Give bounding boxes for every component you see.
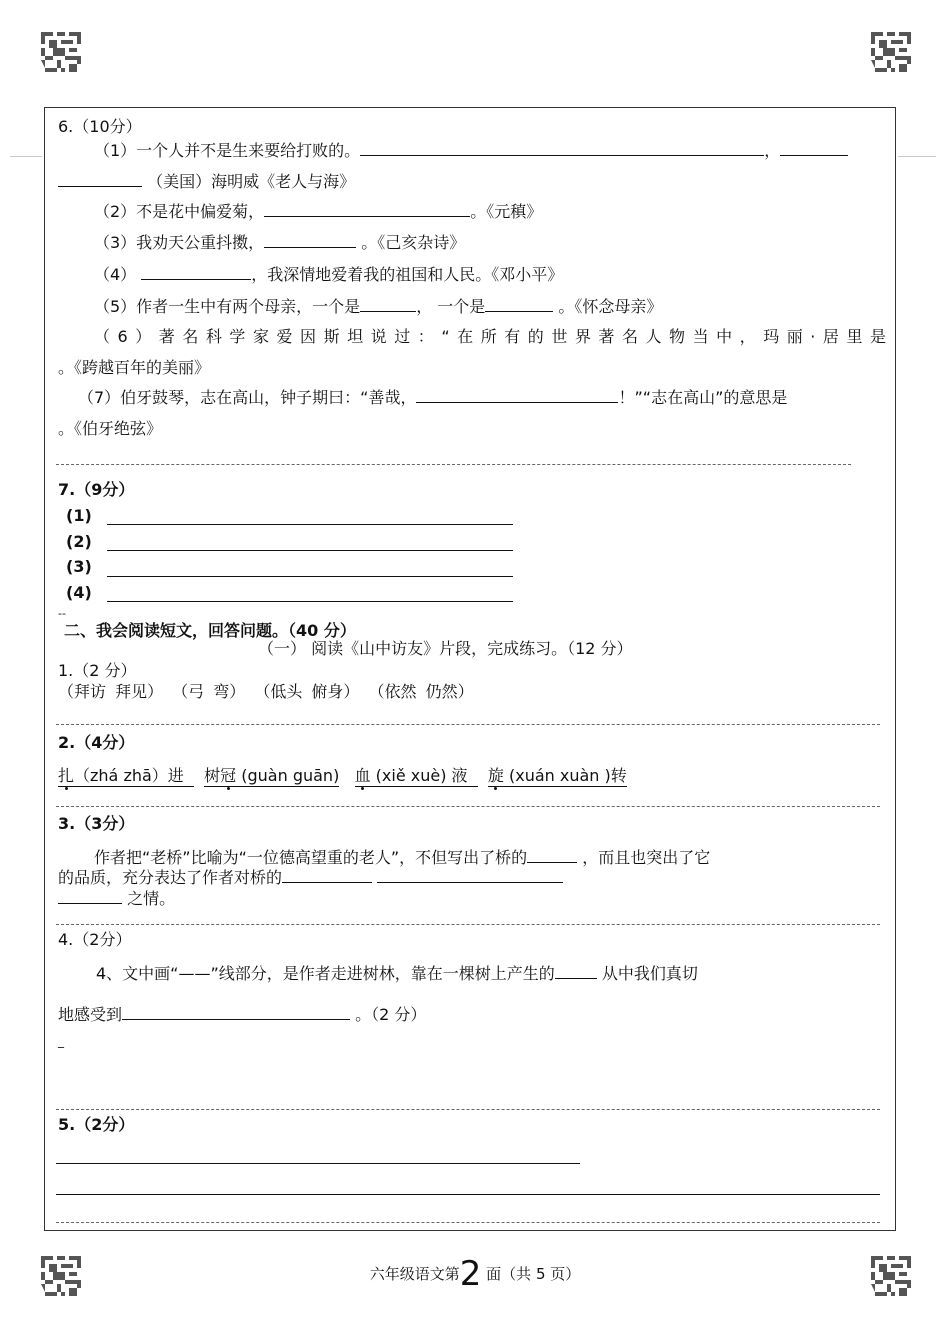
r4-line1: 4、文中画“——”线部分，是作者走进树林，靠在一棵树上产生的 从中我们真切 [96,964,698,983]
section-divider [56,464,851,465]
answer-blank[interactable] [264,231,356,248]
section-divider [56,724,880,725]
answer-blank[interactable] [555,962,597,979]
pinyin-item: 扎（zhá zhā）进 [58,766,194,787]
q6-line5: （5）作者一生中有两个母亲，一个是 ， 一个是 。《怀念母亲》 [94,297,663,316]
r3-line1: 作者把“老桥”比喻为“一位德高望重的老人”，不但写出了桥的 ，而且也突出了它 [94,848,711,867]
answer-blank[interactable] [264,200,470,217]
section-divider [56,806,880,807]
q6-title: 6.（10分） [58,117,142,136]
answer-blank[interactable] [360,295,416,312]
pinyin-item: 树冠 (guàn guān) [204,766,340,785]
q6-line4: （4） ，我深情地爱着我的祖国和人民。《邓小平》 [94,265,564,284]
pinyin-item: 旋 (xuán xuàn )转 [487,766,627,785]
answer-line[interactable] [107,576,513,577]
q6-line1: （1）一个人并不是生来要给打败的。 ， [94,139,848,162]
answer-line[interactable] [107,524,513,525]
r4-line2: 地感受到 。（2 分） [58,1005,427,1024]
answer-blank[interactable] [485,295,553,312]
q6-line7: （7）伯牙鼓琴，志在高山，钟子期曰：“善哉， ！”“志在高山”的意思是 [78,388,788,407]
q6-line7-cont: 。《伯牙绝弦》 [58,419,163,438]
pinyin-item: 血 (xiě xuè) 液 [355,766,478,787]
section-divider [56,1109,880,1110]
r4-title: 4.（2分） [58,930,132,949]
section-mark: -- [58,607,66,620]
q7-item-label: (1) [66,506,92,525]
q7-item-label: (2) [66,532,92,551]
r3-line2: 的品质，充分表达了作者对桥的 [58,866,563,889]
page-footer [0,1254,950,1294]
page-number: 2 [459,1254,482,1294]
stray-mark: _ [58,1034,64,1048]
answer-blank[interactable] [527,846,577,863]
q6-line2: （2）不是花中偏爱菊， 。《元稹》 [94,202,543,221]
section2-subtitle: （一） 阅读《山中访友》片段，完成练习。（12 分） [258,639,633,658]
r2-words [58,765,627,787]
answer-line[interactable] [56,1163,580,1164]
margin-guide-line [10,156,42,157]
qr-code-icon [41,32,81,72]
answer-line[interactable] [56,1194,880,1195]
answer-line[interactable] [107,550,513,551]
q7-title: 7.（9分） [58,480,135,499]
answer-blank[interactable] [377,866,563,883]
r2-title: 2.（4分） [58,733,135,752]
qr-code-icon [871,32,911,72]
margin-guide-line [898,156,936,157]
answer-blank[interactable] [360,139,764,156]
r3-line3: 之情。 [58,887,175,910]
answer-blank[interactable] [141,263,251,280]
answer-blank[interactable] [780,139,848,156]
r3-title: 3.（3分） [58,814,135,833]
r5-title: 5.（2分） [58,1115,135,1134]
footer-text: 六年级语文第 [369,1265,460,1283]
section2-title: 二、我会阅读短文，回答问题。（40 分） [64,621,356,640]
answer-line[interactable] [107,601,513,602]
answer-blank[interactable] [416,386,618,403]
q6-line6-cont: 。《跨越百年的美丽》 [58,358,211,377]
answer-blank[interactable] [282,866,372,883]
q6-line1-cont: （美国）海明威《老人与海》 [58,170,355,193]
r1-options: （拜访 拜见） （弓 弯） （低头 俯身） （依然 仍然） [58,682,474,701]
answer-blank[interactable] [58,170,142,187]
q6-line6: （6）著名科学家爱因斯坦说过：“在所有的世界著名人物当中，玛丽·居里是 [94,327,886,346]
q6-line3: （3）我劝天公重抖擞， 。《己亥杂诗》 [94,233,466,252]
answer-blank[interactable] [58,887,122,904]
section-divider [56,1222,880,1223]
answer-blank[interactable] [122,1003,350,1020]
r1-title: 1.（2 分） [58,661,137,680]
q7-item-label: (4) [66,583,92,602]
section-divider [56,924,880,925]
q7-item-label: (3) [66,557,92,576]
footer-text: 面（共 5 页） [486,1265,581,1283]
